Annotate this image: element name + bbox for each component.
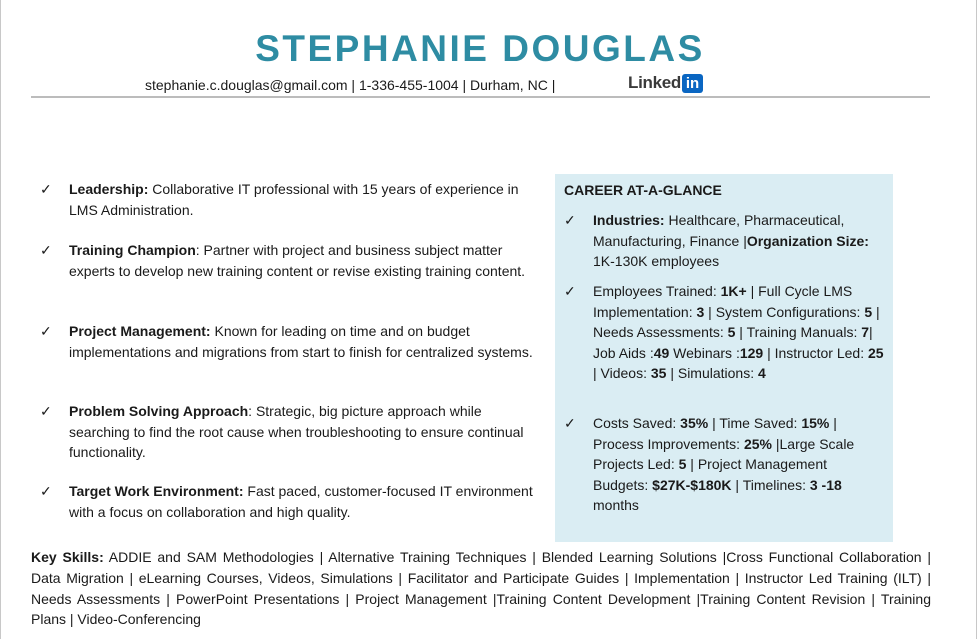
industries-text: Healthcare, Pharmaceutical, Manufacturing, Finance |: [593, 212, 845, 249]
checkmark-icon: ✓: [40, 323, 52, 339]
stat-value: 129: [739, 344, 764, 361]
key-skills-text: ADDIE and SAM Methodologies | Alternative Training Techniques | Blended Learning Solutions |Cross Functional Collaboration | Data Migration | eLearning Courses, Videos, Simulations | Facilitator and Participate Guides | Implementation | Instructor Led Training (ILT) | Needs Assessments | PowerPoint Presentations | Project Management |Training Content Development |Training Content Revision | Training Plans | Video-Conferencing: [31, 549, 931, 628]
stat-value: 25%: [743, 435, 772, 452]
stat-value: 5: [864, 303, 873, 320]
checkmark-icon: ✓: [40, 483, 52, 499]
summary-item-title: Project Management:: [69, 323, 211, 339]
stat-label: | Project Management Budgets:: [593, 456, 828, 493]
glance-item-costs: [564, 413, 886, 516]
stat-value: 3: [696, 303, 705, 320]
org-size-text: 1K-130K employees: [593, 253, 720, 269]
checkmark-icon: ✓: [40, 242, 52, 258]
summary-item-title: Problem Solving Approach: [69, 403, 249, 419]
stat-value: 3 -18: [809, 476, 842, 493]
summary-item-text: Collaborative IT professional with 15 years of experience in LMS Administration.: [69, 181, 519, 218]
summary-item-target-environment: [40, 481, 540, 522]
checkmark-icon: ✓: [564, 212, 576, 228]
key-skills-label: Key Skills:: [31, 549, 104, 565]
career-at-a-glance-box: [555, 174, 893, 542]
summary-item-text: Fast paced, customer-focused IT environment with a focus on collaboration and high quality.: [69, 483, 533, 520]
summary-item-problem-solving: [40, 401, 540, 481]
stat-label: | Time Saved:: [708, 415, 802, 431]
stat-label: | Training Manuals:: [735, 324, 862, 340]
stat-label: | Videos:: [593, 365, 651, 381]
glance-list: [564, 210, 886, 516]
stat-label: | Needs Assessments:: [593, 303, 880, 340]
stat-value: 15%: [801, 415, 830, 431]
glance-title: CAREER AT-A-GLANCE: [564, 182, 722, 198]
linkedin-wordmark: Linked: [628, 73, 681, 92]
summary-item-text: : Strategic, big picture approach while searching to find the root cause when troubleshooting to ensure continual functionality.: [69, 403, 524, 460]
summary-item-leadership: [40, 179, 540, 240]
contact-line: stephanie.c.douglas@gmail.com | 1-336-455-1004 | Durham, NC |: [145, 77, 556, 93]
stat-value: 1K+: [720, 283, 747, 299]
stat-label: | Full Cycle LMS Implementation:: [593, 283, 853, 320]
stat-label: | System Configurations:: [704, 303, 865, 320]
checkmark-icon: ✓: [564, 283, 576, 299]
summary-list: [40, 179, 540, 522]
stat-label: Webinars :: [669, 344, 740, 361]
candidate-name: STEPHANIE DOUGLAS: [255, 28, 705, 69]
summary-item-title: Training Champion: [69, 242, 196, 258]
header-divider: [31, 96, 930, 98]
stat-label: Costs Saved:: [593, 415, 681, 431]
glance-item-industries: [564, 210, 886, 281]
summary-item-project-management: [40, 321, 540, 401]
stat-label: months: [593, 497, 639, 513]
industries-label: Industries:: [593, 212, 665, 228]
summary-item-text: : Partner with project and business subject matter experts to develop new training content or revise existing training content.: [69, 242, 526, 279]
stat-value: 25: [867, 344, 884, 361]
checkmark-icon: ✓: [40, 181, 52, 197]
checkmark-icon: ✓: [564, 415, 576, 431]
stat-label: |Large Scale Projects Led:: [593, 435, 855, 472]
glance-item-stats: [564, 281, 886, 413]
stat-value: 7: [861, 324, 870, 340]
summary-item-title: Target Work Environment:: [69, 483, 244, 499]
stat-label: Employees Trained:: [593, 283, 721, 299]
linkedin-icon: in: [682, 74, 703, 93]
summary-item-text: Known for leading on time and on budget implementations and migrations from start to finish for centralized systems.: [69, 323, 533, 360]
stat-label: | Simulations:: [666, 365, 758, 381]
stat-value: $27K-$180K: [652, 476, 732, 493]
stat-label: | Process Improvements:: [593, 415, 837, 452]
stat-label: | Timelines:: [731, 476, 810, 493]
stat-value: 49: [653, 344, 670, 361]
stat-value: 35: [650, 365, 667, 381]
stat-value: 35%: [680, 415, 709, 431]
stat-label: | Instructor Led:: [763, 344, 868, 361]
linkedin-logo-link[interactable]: [628, 72, 703, 94]
page-border-right: [976, 0, 977, 639]
summary-item-training-champion: [40, 240, 540, 321]
stat-value: 5: [678, 456, 687, 472]
key-skills: [31, 547, 931, 630]
stat-label: | Job Aids :: [593, 324, 873, 361]
stat-value: 4: [758, 365, 766, 381]
checkmark-icon: ✓: [40, 403, 52, 419]
org-size-label: Organization Size:: [746, 232, 869, 249]
stat-value: 5: [727, 324, 736, 340]
page-border-left: [0, 0, 1, 639]
summary-item-title: Leadership:: [69, 181, 149, 197]
